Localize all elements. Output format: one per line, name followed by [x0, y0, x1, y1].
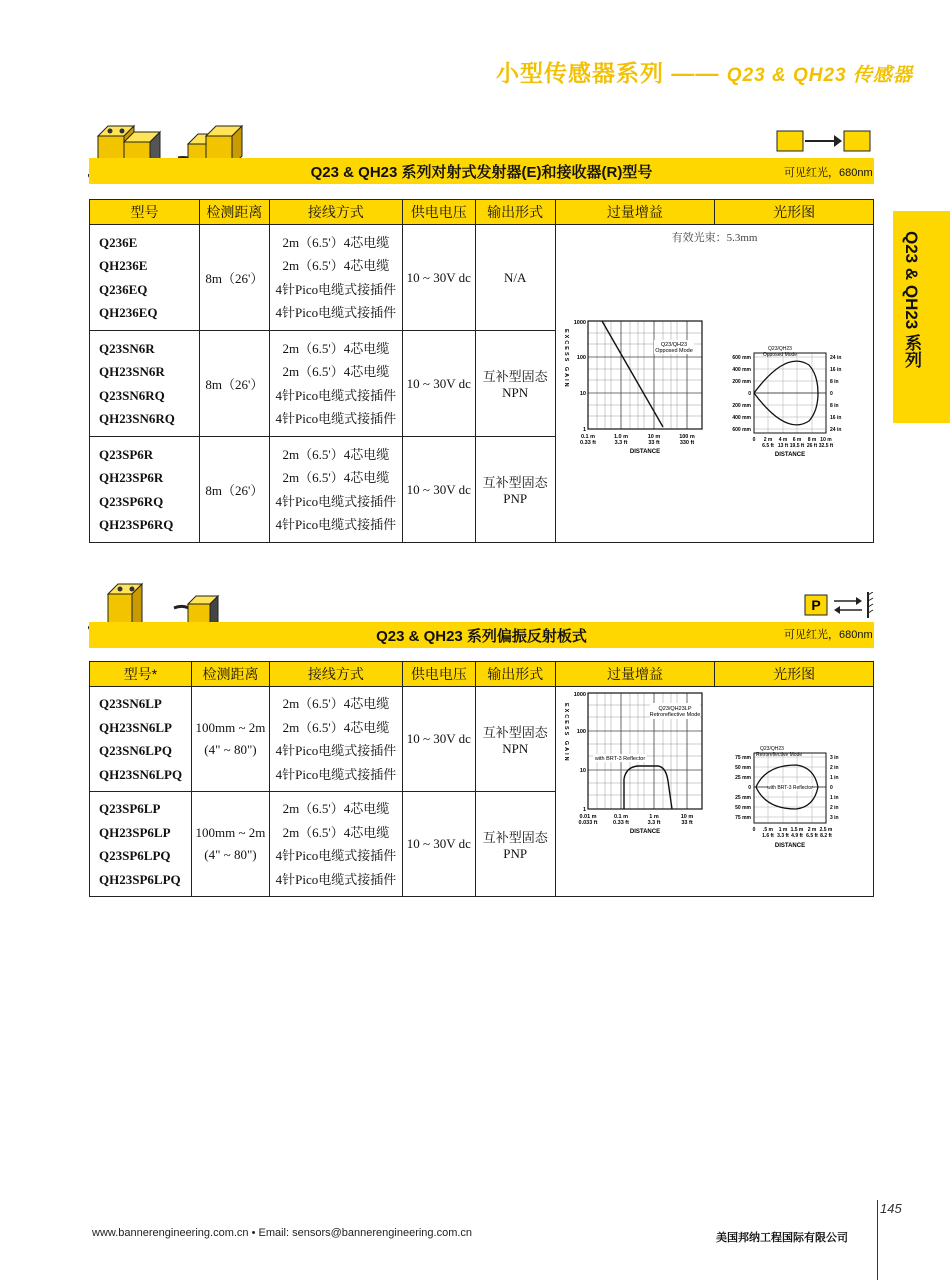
x-tick: 10 m — [819, 437, 832, 443]
page-number: 145 — [880, 1201, 902, 1216]
table-row — [90, 225, 874, 331]
model: Q23SN6LPQ — [99, 743, 172, 758]
range — [191, 687, 269, 792]
y-right: 0 — [829, 391, 833, 397]
wiring: 2m（6.5'）4芯电缆 — [282, 470, 390, 485]
x-tick: .5 m — [762, 827, 773, 833]
company-name: 美国邦纳工程国际有限公司 — [716, 1232, 848, 1244]
wiring: 4针Pico电缆式接插件 — [275, 766, 397, 782]
charts-cell — [555, 225, 873, 543]
beam-pattern-retro — [716, 743, 874, 867]
output-type: NPN — [502, 385, 529, 400]
col-output: 输出形式 — [475, 200, 555, 225]
col-gain: 过量增益 — [555, 662, 715, 687]
output-type: PNP — [503, 845, 528, 861]
y-left: 25 mm — [734, 775, 751, 781]
model: Q236EQ — [99, 281, 148, 297]
y-right: 24 in — [829, 355, 841, 361]
col-range: 检测距离 — [199, 200, 269, 225]
series-title: 小型传感器系列 —— — [496, 60, 727, 86]
series-header — [496, 55, 913, 88]
x-tick-ft: 13 ft — [777, 443, 788, 449]
x-tick-ft: 33 ft — [680, 820, 693, 826]
x-tick-ft: 32.5 ft — [818, 443, 833, 449]
model: Q23SP6LP — [99, 801, 161, 816]
wiring: 4针Pico电缆式接插件 — [275, 493, 397, 509]
x-tick-ft: 6.5 ft — [805, 833, 818, 839]
gain-chart-title: Q23/QH23 — [660, 342, 687, 348]
x-tick-ft: 26 ft — [806, 443, 817, 449]
range-imperial: (4" ~ 80") — [204, 847, 257, 862]
output-type: 互补型固态 — [482, 475, 548, 490]
wiring: 2m（6.5'）4芯电缆 — [282, 258, 390, 273]
output-type: 互补型固态 — [482, 369, 548, 384]
y-left: 0 — [747, 785, 751, 791]
table-row — [90, 687, 874, 792]
section1-table — [89, 199, 874, 543]
wiring: 2m（6.5'）4芯电缆 — [282, 824, 390, 840]
charts-cell — [555, 687, 873, 897]
x-tick-ft: 0.033 ft — [578, 820, 598, 826]
wiring: 4针Pico电缆式接插件 — [275, 281, 397, 297]
p-badge: P — [811, 597, 821, 613]
gain-ylabel: EXCESS GAIN — [562, 329, 569, 389]
model-list — [90, 792, 192, 897]
supply: 10 ~ 30V dc — [402, 437, 475, 543]
y-right: 3 in — [829, 815, 839, 821]
y-left: 50 mm — [734, 805, 751, 811]
model: QH23SP6LPQ — [99, 871, 181, 887]
y-right: 1 in — [829, 775, 839, 781]
wiring-list — [269, 331, 402, 437]
reflector-label: with BRT-3 Reflector — [594, 756, 645, 762]
y-right: 2 in — [829, 765, 839, 771]
wiring: 2m（6.5'）4芯电缆 — [282, 696, 390, 711]
model: Q23SN6RQ — [99, 387, 165, 403]
x-tick-ft: 19.5 ft — [789, 443, 804, 449]
col-wiring: 接线方式 — [269, 200, 402, 225]
range — [191, 792, 269, 897]
x-tick: 8 m — [807, 437, 816, 443]
x-tick-ft: 6.5 ft — [761, 443, 774, 449]
range-metric: 100mm ~ 2m — [195, 825, 266, 840]
wiring-list — [269, 792, 402, 897]
range: 8m（26'） — [199, 437, 269, 543]
wiring-list — [269, 225, 402, 331]
x-tick: 1.0 m — [613, 434, 628, 440]
side-tab — [893, 211, 950, 423]
y-right: 0 — [829, 785, 833, 791]
y-left: 400 mm — [731, 367, 751, 373]
section2-table — [89, 661, 874, 897]
output-type: PNP — [503, 491, 528, 506]
y-left: 200 mm — [731, 403, 751, 409]
supply: 10 ~ 30V dc — [402, 687, 475, 792]
wiring: 4针Pico电缆式接插件 — [275, 743, 397, 758]
y-tick: 1000 — [573, 692, 586, 698]
wiring: 4针Pico电缆式接插件 — [275, 871, 397, 887]
x-tick: 4 m — [778, 437, 787, 443]
model: QH23SN6LP — [99, 719, 172, 735]
wiring: 4针Pico电缆式接插件 — [275, 517, 397, 532]
y-left: 50 mm — [734, 765, 751, 771]
range-metric: 100mm ~ 2m — [195, 720, 266, 735]
y-tick: 1000 — [573, 320, 586, 326]
col-beam: 光形图 — [715, 200, 874, 225]
x-tick: 0 — [752, 437, 755, 443]
section1-title: Q23 & QH23 系列对射式发射器(E)和接收器(R)型号 — [310, 164, 653, 181]
model: QH23SN6RQ — [99, 411, 175, 426]
beam-mode: Retroreflective Mode — [755, 752, 802, 758]
supply: 10 ~ 30V dc — [402, 331, 475, 437]
output-type: 互补型固态 — [482, 724, 548, 740]
series-subtitle: Q23 & QH23 传感器 — [726, 65, 913, 86]
gain-xlabel: DISTANCE — [629, 829, 660, 835]
wiring: 4针Pico电缆式接插件 — [275, 848, 397, 863]
wiring: 2m（6.5'）4芯电缆 — [282, 719, 390, 735]
y-right: 1 in — [829, 795, 839, 801]
y-tick: 1 — [582, 427, 586, 433]
y-right: 8 in — [829, 379, 839, 385]
reflector-label: with BRT-3 Reflector — [766, 785, 813, 791]
section1-light-tag: 可见红光，680nm — [784, 167, 873, 179]
col-model: 型号* — [90, 662, 192, 687]
output — [475, 331, 555, 437]
x-tick: 1 m — [778, 827, 787, 833]
y-left: 0 — [747, 391, 751, 397]
gain-xlabel: DISTANCE — [629, 449, 660, 455]
y-left: 75 mm — [734, 815, 751, 821]
output — [475, 687, 555, 792]
x-tick: 0.1 m — [613, 814, 628, 820]
gain-ylabel: EXCESS GAIN — [562, 703, 569, 763]
side-tab-label: Q23 & QH23 系列 — [902, 231, 921, 368]
x-tick: 100 m — [678, 434, 695, 440]
col-supply: 供电电压 — [402, 662, 475, 687]
gain-chart-opposed — [560, 319, 716, 459]
model-list — [90, 437, 200, 543]
y-left: 600 mm — [731, 355, 751, 361]
gain-chart-title: Q23/QH23LP — [658, 706, 692, 712]
output — [475, 437, 555, 543]
model: QH236EQ — [99, 305, 158, 320]
col-beam: 光形图 — [715, 662, 874, 687]
beam-title: Q23/QH23 — [767, 346, 792, 352]
col-wiring: 接线方式 — [269, 662, 402, 687]
gain-chart-retro — [560, 691, 716, 841]
y-left: 200 mm — [731, 379, 751, 385]
wiring: 4针Pico电缆式接插件 — [275, 411, 397, 426]
x-tick-ft: 8.2 ft — [819, 833, 832, 839]
x-tick-ft: 330 ft — [679, 440, 694, 446]
retroreflective-icon — [804, 592, 874, 620]
footer-divider — [877, 1200, 878, 1280]
model-list — [90, 225, 200, 331]
model-list — [90, 331, 200, 437]
col-model: 型号 — [90, 200, 200, 225]
model: QH236E — [99, 258, 148, 273]
model: QH23SP6RQ — [99, 517, 174, 532]
col-supply: 供电电压 — [402, 200, 475, 225]
y-left: 25 mm — [734, 795, 751, 801]
x-tick: 6 m — [792, 437, 801, 443]
model: QH23SN6LPQ — [99, 766, 183, 782]
output — [475, 225, 555, 331]
x-tick-ft: 0.33 ft — [579, 440, 596, 446]
output-type: 互补型固态 — [482, 829, 548, 845]
wiring-list — [269, 687, 402, 792]
wiring: 2m（6.5'）4芯电缆 — [282, 446, 390, 462]
x-tick: 1 m — [648, 814, 659, 820]
y-tick: 100 — [576, 355, 586, 361]
wiring: 4针Pico电缆式接插件 — [275, 387, 397, 403]
x-tick-ft: 3.3 ft — [647, 820, 661, 826]
x-tick: 2 m — [763, 437, 772, 443]
beam-xlabel: DISTANCE — [774, 843, 805, 849]
output-type: NPN — [502, 740, 529, 756]
footer-contact: www.bannerengineering.com.cn • Email: sensors@bannerengineering.com.cn — [92, 1227, 473, 1239]
model: Q23SP6RQ — [99, 493, 164, 509]
section2-title: Q23 & QH23 系列偏振反射板式 — [376, 628, 587, 645]
y-right: 8 in — [829, 403, 839, 409]
x-tick: 0 — [752, 827, 756, 833]
y-left: 75 mm — [734, 755, 751, 761]
x-tick-ft: 3.3 ft — [776, 833, 789, 839]
col-output: 输出形式 — [475, 662, 555, 687]
model: Q236E — [99, 234, 138, 250]
gain-chart-mode: Retroreflective Mode — [649, 712, 701, 718]
model: QH23SP6R — [99, 470, 164, 485]
supply: 10 ~ 30V dc — [402, 225, 475, 331]
y-right: 16 in — [829, 367, 841, 373]
beam-mode: Opposed Mode — [762, 352, 797, 358]
output — [475, 792, 555, 897]
model: QH23SN6R — [99, 364, 165, 379]
y-right: 3 in — [829, 755, 839, 761]
y-tick: 10 — [579, 391, 586, 397]
supply: 10 ~ 30V dc — [402, 792, 475, 897]
x-tick-ft: 3.3 ft — [614, 440, 628, 446]
wiring: 2m（6.5'）4芯电缆 — [282, 364, 390, 379]
y-tick: 1 — [582, 807, 586, 813]
x-tick: 2.5 m — [819, 827, 833, 833]
opposed-mode-icon — [776, 129, 872, 155]
y-tick: 10 — [579, 768, 586, 774]
col-range: 检测距离 — [191, 662, 269, 687]
col-gain: 过量增益 — [555, 200, 715, 225]
x-tick: 10 m — [647, 434, 660, 440]
x-tick-ft: 4.9 ft — [790, 833, 803, 839]
x-tick: 2 m — [807, 827, 816, 833]
x-tick: 1.5 m — [790, 827, 804, 833]
x-tick: 10 m — [680, 814, 693, 820]
model: Q23SP6LPQ — [99, 848, 171, 863]
section1-title-band — [89, 158, 874, 184]
y-right: 24 in — [829, 427, 841, 433]
model: Q23SP6R — [99, 446, 154, 462]
section2-light-tag: 可见红光，680nm — [784, 629, 873, 641]
gain-chart-mode: Opposed Mode — [654, 348, 693, 354]
beam-note: 有效光束：5.3mm — [671, 232, 758, 244]
range: 8m（26'） — [199, 225, 269, 331]
model: QH23SP6LP — [99, 824, 171, 840]
x-tick: 0.01 m — [579, 814, 597, 820]
wiring: 2m（6.5'）4芯电缆 — [282, 801, 390, 816]
wiring: 2m（6.5'）4芯电缆 — [282, 340, 390, 356]
beam-pattern-opposed — [716, 345, 874, 461]
wiring-list — [269, 437, 402, 543]
output-type: N/A — [503, 269, 527, 285]
model: Q23SN6R — [99, 340, 155, 356]
range: 8m（26'） — [199, 331, 269, 437]
x-tick: 0.1 m — [580, 434, 595, 440]
wiring: 4针Pico电缆式接插件 — [275, 305, 397, 320]
beam-title: Q23/QH23 — [759, 746, 784, 752]
y-tick: 100 — [576, 729, 586, 735]
section2-title-band — [89, 622, 874, 648]
wiring: 2m（6.5'）4芯电缆 — [282, 234, 390, 250]
range-imperial: (4" ~ 80") — [204, 742, 257, 757]
model: Q23SN6LP — [99, 696, 162, 711]
beam-xlabel: DISTANCE — [774, 452, 805, 458]
y-left: 400 mm — [731, 415, 751, 421]
x-tick-ft: 0.33 ft — [612, 820, 629, 826]
y-left: 600 mm — [731, 427, 751, 433]
x-tick-ft: 33 ft — [647, 440, 660, 446]
y-right: 2 in — [829, 805, 839, 811]
y-right: 16 in — [829, 415, 841, 421]
x-tick-ft: 1.6 ft — [761, 833, 774, 839]
model-list — [90, 687, 192, 792]
